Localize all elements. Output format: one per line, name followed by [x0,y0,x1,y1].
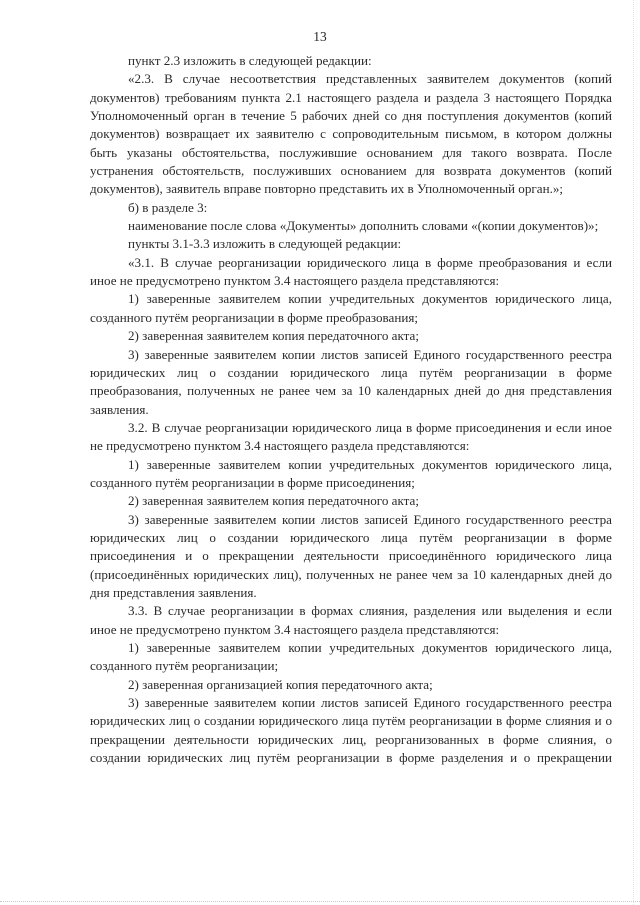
paragraph: пункт 2.3 изложить в следующей редакции: [128,53,372,68]
list-item: 2) заверенная заявителем копия передаточного акта; [128,493,419,509]
scan-edge-line [633,0,634,905]
paragraph: «2.3. В случае несоответствия представленных заявителем документов (копий документов) требованиям пункта 2.1 настоящего раздела и раздела 3 настоящего Порядка Уполномоченный орган в течение 5 рабочих дней со дня поступления документов (копий документов) возвращает их заявителю с сопроводительным письмом, в котором должны быть указаны обстоятельства, послужившие основанием для такого возврата. После устранения обстоятельств, послуживших основанием для возврата документов (копий документов), заявитель вправе повторно представить их в Уполномоченный орган.»; [90,71,612,197]
paragraph: наименование после слова «Документы» дополнить словами «(копии документов)»; [128,218,599,234]
scan-bottom-line [0,901,640,902]
page-number: 13 [313,29,327,44]
list-item: 3) заверенные заявителем копии листов записей Единого государственного реестра юридических лиц о создании юридического лица путём реорганизации в форме присоединения и о прекращении деятельности присоединённого юридического лица (присоединённых юридических лиц), полученных не ранее чем за 10 календарных дней до дня представления заявления. [90,511,612,600]
list-item: 1) заверенные заявителем копии учредительных документов юридического лица, созданного путём реорганизации в форме преобразования; [90,291,612,325]
list-item: 1) заверенные заявителем копии учредительных документов юридического лица, созданного путём реорганизации; [90,640,612,674]
paragraph: 3.3. В случае реорганизации в формах слияния, разделения или выделения и если иное не предусмотрено пунктом 3.4 настоящего раздела представляются: [90,603,612,637]
list-item: 2) заверенная организацией копия передаточного акта; [128,676,433,692]
paragraph: «3.1. В случае реорганизации юридического лица в форме преобразования и если иное не предусмотрено пунктом 3.4 настоящего раздела представляются: [90,254,612,289]
list-item: 2) заверенная заявителем копия передаточного акта; [128,328,419,344]
list-item: 3) заверенные заявителем копии листов записей Единого государственного реестра юридических лиц о создании юридического лица путём реорганизации в форме преобразования, полученных не ранее чем за 10 календарных дней до дня представления заявления. [90,346,612,417]
paragraph: пункты 3.1-3.3 изложить в следующей редакции: [128,236,402,252]
list-item: 3) заверенные заявителем копии листов записей Единого государственного реестра юридических лиц о создании юридического лица путём реорганизации в форме слияния и о прекращении деятельности юридических лиц, реорганизованных в форме слияния, о создании юридических лиц путём реорганизации в форме разделения и о прекращении [90,695,612,766]
list-item: 1) заверенные заявителем копии учредительных документов юридического лица, созданного путём реорганизации в форме присоединения; [90,456,612,490]
paragraph: 3.2. В случае реорганизации юридического лица в форме присоединения и если иное не предусмотрено пунктом 3.4 настоящего раздела представляются: [90,419,612,454]
paragraph: б) в разделе 3: [128,199,208,215]
